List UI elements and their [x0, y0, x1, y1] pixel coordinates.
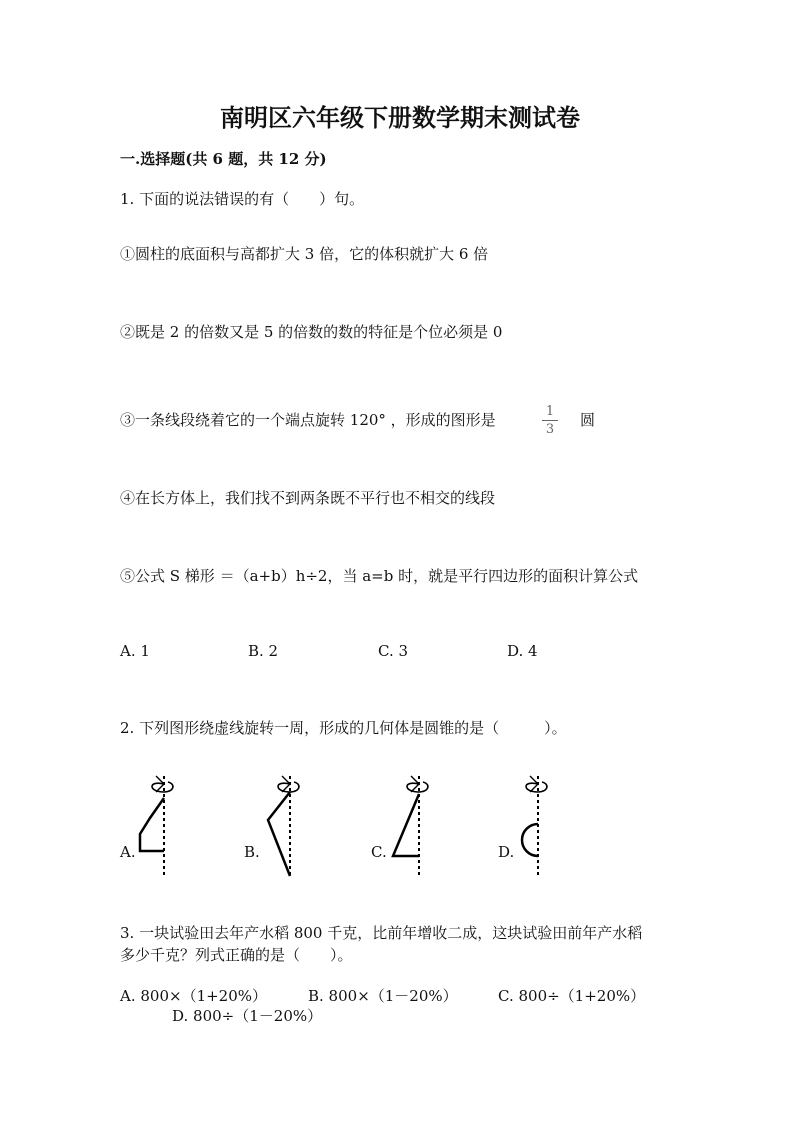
question-3-stem-line-1: 3. 一块试验田去年产水稻 800 千克，比前年增收二成，这块试验田前年产水稻	[120, 924, 643, 942]
question-2-option-d[interactable]: D.	[498, 843, 515, 861]
question-2-option-c[interactable]: C.	[371, 843, 387, 861]
question-2-option-b[interactable]: B.	[244, 843, 260, 861]
question-1-option-b[interactable]: B. 2	[248, 642, 279, 660]
question-1-option-d[interactable]: D. 4	[507, 642, 538, 660]
question-2-option-a[interactable]: A.	[120, 843, 136, 861]
question-1-statement-3: ③一条线段绕着它的一个端点旋转 120° ，形成的图形是	[120, 411, 496, 429]
fraction-denominator: 3	[545, 422, 555, 437]
figure-c-right-triangle	[385, 772, 435, 880]
fraction-bar	[542, 420, 558, 421]
question-3-option-b[interactable]: B. 800×（1－20%）	[308, 987, 458, 1005]
question-1-statement-5: ⑤公式 S 梯形 ＝（a+b）h÷2，当 a=b 时，就是平行四边形的面积计算公式	[120, 567, 639, 585]
page-title: 南明区六年级下册数学期末测试卷	[220, 103, 580, 132]
figure-d-semicircle	[510, 772, 560, 880]
question-2-stem: 2. 下列图形绕虚线旋转一周，形成的几何体是圆锥的是（ ）。	[120, 719, 567, 737]
question-1-statement-4: ④在长方体上，我们找不到两条既不平行也不相交的线段	[120, 489, 496, 507]
fraction-numerator: 1	[545, 404, 555, 419]
question-3-stem-line-2: 多少千克？列式正确的是（ ）。	[120, 946, 353, 964]
question-1-statement-3-end: 圆	[580, 411, 596, 429]
question-3-option-a[interactable]: A. 800×（1+20%）	[120, 987, 268, 1005]
question-1-stem: 1. 下面的说法错误的有（ ）句。	[120, 190, 365, 208]
fraction-one-third	[542, 404, 558, 437]
question-1-statement-2: ②既是 2 的倍数又是 5 的倍数的数的特征是个位必须是 0	[120, 323, 503, 341]
question-1-statement-1: ①圆柱的底面积与高都扩大 3 倍，它的体积就扩大 6 倍	[120, 245, 489, 263]
question-1-option-a[interactable]: A. 1	[120, 642, 150, 660]
section-heading: 一.选择题(共 6 题，共 12 分)	[120, 150, 327, 168]
question-3-option-c[interactable]: C. 800÷（1+20%）	[498, 987, 646, 1005]
question-1-option-c[interactable]: C. 3	[378, 642, 409, 660]
question-3-option-d[interactable]: D. 800÷（1－20%）	[172, 1007, 323, 1025]
figure-b-triangle	[260, 772, 310, 880]
figure-a-trapezoid	[130, 772, 180, 880]
